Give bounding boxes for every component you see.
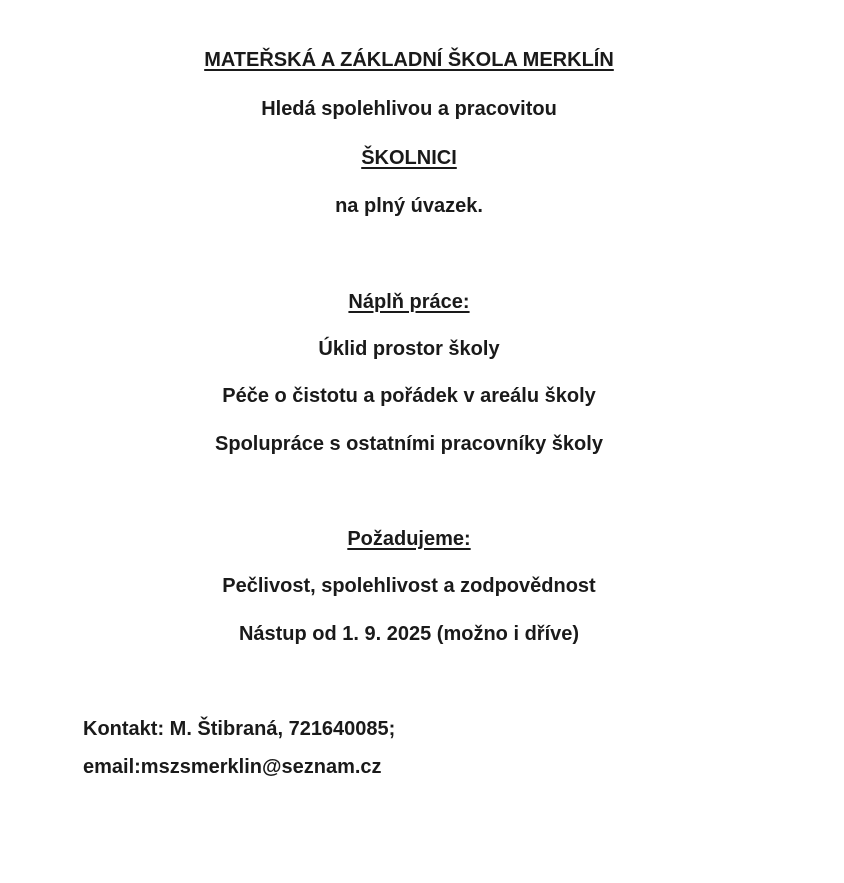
requirements-heading: Požadujeme: [347,528,471,550]
school-name-heading: MATEŘSKÁ A ZÁKLADNÍ ŠKOLA MERKLÍN [204,49,614,71]
employment-type: na plný úvazek. [335,195,483,217]
duties-heading: Náplň práce: [348,291,470,313]
duty-item: Péče o čistotu a pořádek v areálu školy [222,385,596,407]
email-line: email:mszsmerklin@seznam.cz [83,756,382,778]
requirement-item: Pečlivost, spolehlivost a zodpovědnost [222,575,596,597]
contact-line: Kontakt: M. Štibraná, 721640085; [83,718,396,740]
requirement-item: Nástup od 1. 9. 2025 (možno i dříve) [238,623,580,645]
duty-item: Spolupráce s ostatními pracovníky školy [215,433,603,455]
position-title: ŠKOLNICI [361,147,457,169]
duty-item: Úklid prostor školy [318,338,500,360]
seeking-text: Hledá spolehlivou a pracovitou [261,98,557,120]
